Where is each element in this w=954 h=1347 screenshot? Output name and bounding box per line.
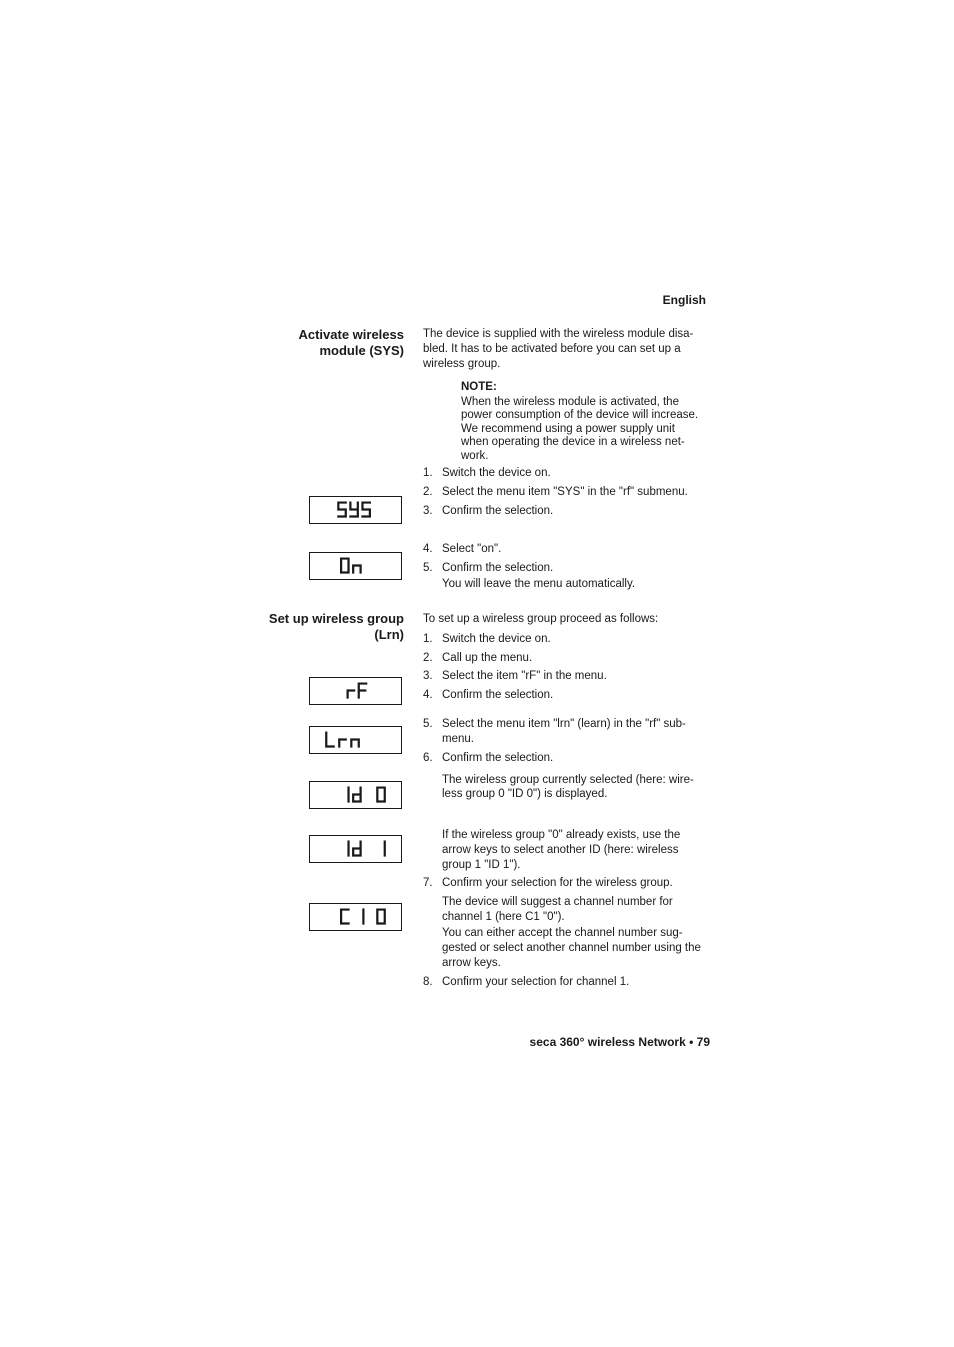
note-title: NOTE:	[461, 381, 497, 393]
note-line: power consumption of the device will increase.	[461, 409, 699, 421]
lcd-display-sys	[309, 496, 402, 524]
lcd-display-rf	[309, 677, 402, 705]
step-text: Switch the device on.	[442, 467, 551, 479]
lcd-display-id1	[309, 835, 402, 863]
section-heading-setup-wireless-group	[240, 611, 404, 643]
step-text: Select the item "rF" in the menu.	[442, 670, 607, 682]
step-number: 5.	[423, 562, 433, 574]
section-heading-line: module (SYS)	[319, 343, 404, 358]
exists-para-line: group 1 "ID 1").	[442, 859, 521, 871]
sys-intro-line: bled. It has to be activated before you can set up a	[423, 343, 681, 355]
channel-para-line: gested or select another channel number using the	[442, 942, 701, 954]
note-line: We recommend using a power supply unit	[461, 423, 675, 435]
step-text: Confirm the selection.	[442, 689, 554, 701]
step-number: 4.	[423, 689, 433, 701]
lcd-glyphs	[310, 727, 401, 753]
step-number: 2.	[423, 486, 433, 498]
lcd-glyphs	[310, 678, 401, 704]
step-number: 7.	[423, 877, 433, 889]
step-number: 1.	[423, 467, 433, 479]
step-text: Select the menu item "lrn" (learn) in the "rf" sub-	[442, 718, 686, 730]
page-language-label: English	[662, 293, 706, 307]
step-number: 5.	[423, 718, 433, 730]
step-text: Confirm the selection.	[442, 752, 554, 764]
step-text: Confirm your selection for the wireless group.	[442, 877, 673, 889]
step-text: Switch the device on.	[442, 633, 551, 645]
step-text: Confirm the selection.	[442, 562, 554, 574]
step-number: 3.	[423, 670, 433, 682]
step-text: Select "on".	[442, 543, 502, 555]
lcd-glyphs	[310, 497, 401, 523]
lcd-display-id0	[309, 781, 402, 809]
group-para-line: The wireless group currently selected (here: wire-	[442, 774, 694, 786]
step-number: 1.	[423, 633, 433, 645]
step-continuation: You will leave the menu automatically.	[442, 578, 636, 590]
sys-intro-line: The device is supplied with the wireless module disa-	[423, 328, 694, 340]
exists-para-line: arrow keys to select another ID (here: wireless	[442, 844, 679, 856]
channel-para-line: The device will suggest a channel number for	[442, 896, 673, 908]
section-heading-line: Set up wireless group	[268, 611, 404, 626]
step-number: 6.	[423, 752, 433, 764]
channel-para-line: channel 1 (here C1 "0").	[442, 911, 565, 923]
step-text: Select the menu item "SYS" in the "rf" submenu.	[442, 486, 688, 498]
lcd-glyphs	[310, 553, 401, 579]
step-number: 2.	[423, 652, 433, 664]
section-heading-line: (Lrn)	[374, 627, 404, 642]
channel-para-line: You can either accept the channel number sug-	[442, 927, 683, 939]
section-heading-line: Activate wireless	[298, 327, 404, 342]
lcd-glyphs	[310, 836, 401, 862]
group-para-line: less group 0 "ID 0") is displayed.	[442, 788, 608, 800]
step-number: 4.	[423, 543, 433, 555]
step-number: 8.	[423, 976, 433, 988]
lcd-glyphs	[310, 904, 401, 930]
note-line: when operating the device in a wireless net-	[461, 436, 685, 448]
channel-para-line: arrow keys.	[442, 957, 501, 969]
lcd-glyphs	[310, 782, 401, 808]
note-line: When the wireless module is activated, the	[461, 396, 679, 408]
lrn-intro: To set up a wireless group proceed as follows:	[423, 613, 659, 625]
step-number: 3.	[423, 505, 433, 517]
lcd-display-c10	[309, 903, 402, 931]
section-heading-activate-wireless	[240, 327, 404, 359]
step-text: Confirm the selection.	[442, 505, 554, 517]
lcd-display-on	[309, 552, 402, 580]
lcd-display-lrn	[309, 726, 402, 754]
step-continuation: menu.	[442, 733, 474, 745]
step-text: Call up the menu.	[442, 652, 533, 664]
note-line: work.	[461, 450, 489, 462]
exists-para-line: If the wireless group "0" already exists, use the	[442, 829, 681, 841]
page-footer: seca 360° wireless Network • 79	[529, 1035, 710, 1049]
sys-intro-line: wireless group.	[423, 358, 501, 370]
step-text: Confirm your selection for channel 1.	[442, 976, 630, 988]
